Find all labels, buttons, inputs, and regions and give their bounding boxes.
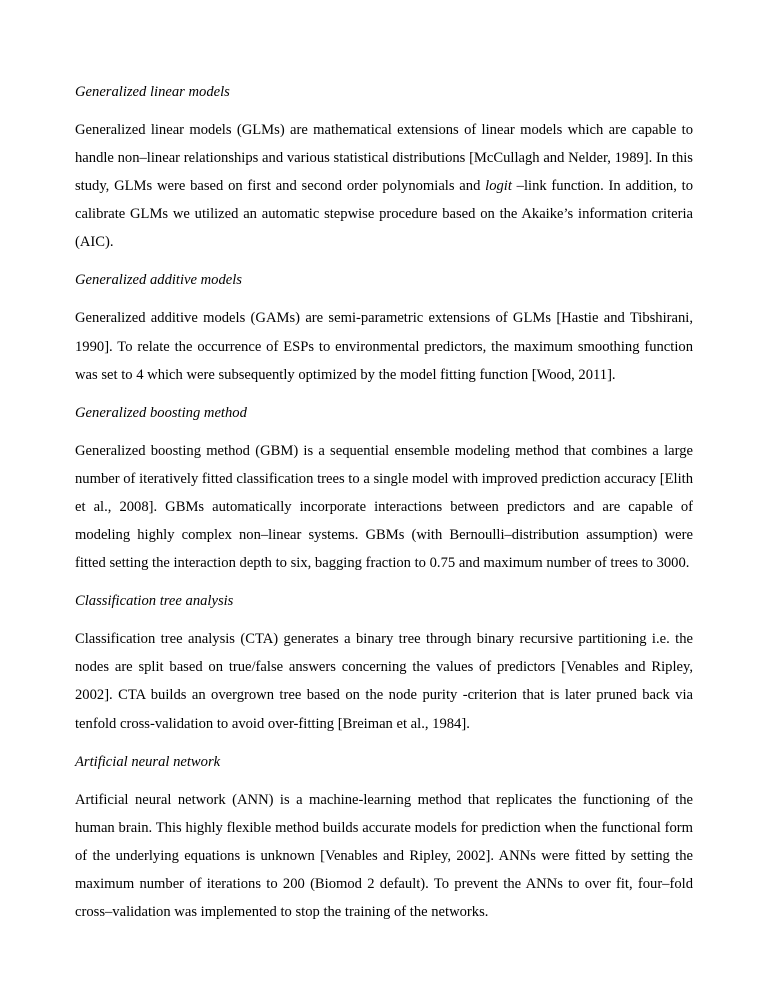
section-paragraph-cta: Classification tree analysis (CTA) generates a binary tree through binary recursive partitioning i.e. the nodes are split based on true/false answers concerning the values of predictors [Venables and Ripley, 2002]. CTA builds an overgrown tree based on the node purity -criterion that is later pruned back via tenfold cross-validation to avoid over-fitting [Breiman et al., 1984].: [75, 631, 693, 732]
paragraph-text: Generalized linear models (GLMs) are mathematical extensions of linear models which are capable to handle non–linear relationships and various statistical distributions [McCullagh and Nelder, 1989]. In this study, GLMs were based on first and second order polynomials and: [75, 122, 693, 195]
section-heading-gbm: Generalized boosting method: [75, 404, 247, 421]
section-paragraph-ann: Artificial neural network (ANN) is a machine-learning method that replicates the functioning of the human brain. This highly flexible method builds accurate models for prediction when the functional form of the underlying equations is unknown [Venables and Ripley, 2002]. ANNs were fitted by setting the maximum number of iterations to 200 (Biomod 2 default). To prevent the ANNs to over fit, four–fold cross–validation was implemented to stop the training of the networks.: [75, 791, 693, 920]
section-heading-ann: Artificial neural network: [75, 753, 221, 770]
section-paragraph-gam: Generalized additive models (GAMs) are semi-parametric extensions of GLMs [Hastie and Tibshirani, 1990]. To relate the occurrence of ESPs to environmental predictors, the maximum smoothing function was set to 4 which were subsequently optimized by the model fitting function [Wood, 2011].: [75, 310, 693, 383]
section-heading-glm: Generalized linear models: [75, 84, 230, 100]
section-paragraph-gbm: Generalized boosting method (GBM) is a sequential ensemble modeling method that combines a large number of iteratively fitted classification trees to a single model with improved prediction accuracy [Elith et al., 2008]. GBMs automatically incorporate interactions between predictors and are capable of modeling highly complex non–linear systems. GBMs (with Bernoulli–distribution assumption) were fitted setting the interaction depth to six, bagging fraction to 0.75 and maximum number of trees to 3000.: [75, 442, 693, 572]
italic-term-logit: logit: [485, 178, 512, 195]
section-heading-cta: Classification tree analysis: [75, 593, 234, 610]
paragraph-text: –link function. In addition, to calibrate GLMs we utilized an automatic stepwise procedure based on the Akaike’s information criteria (AIC).: [75, 178, 693, 251]
section-heading-gam: Generalized additive models: [75, 272, 242, 289]
section-paragraph-glm: [75, 116, 693, 256]
document-page: [75, 78, 693, 926]
